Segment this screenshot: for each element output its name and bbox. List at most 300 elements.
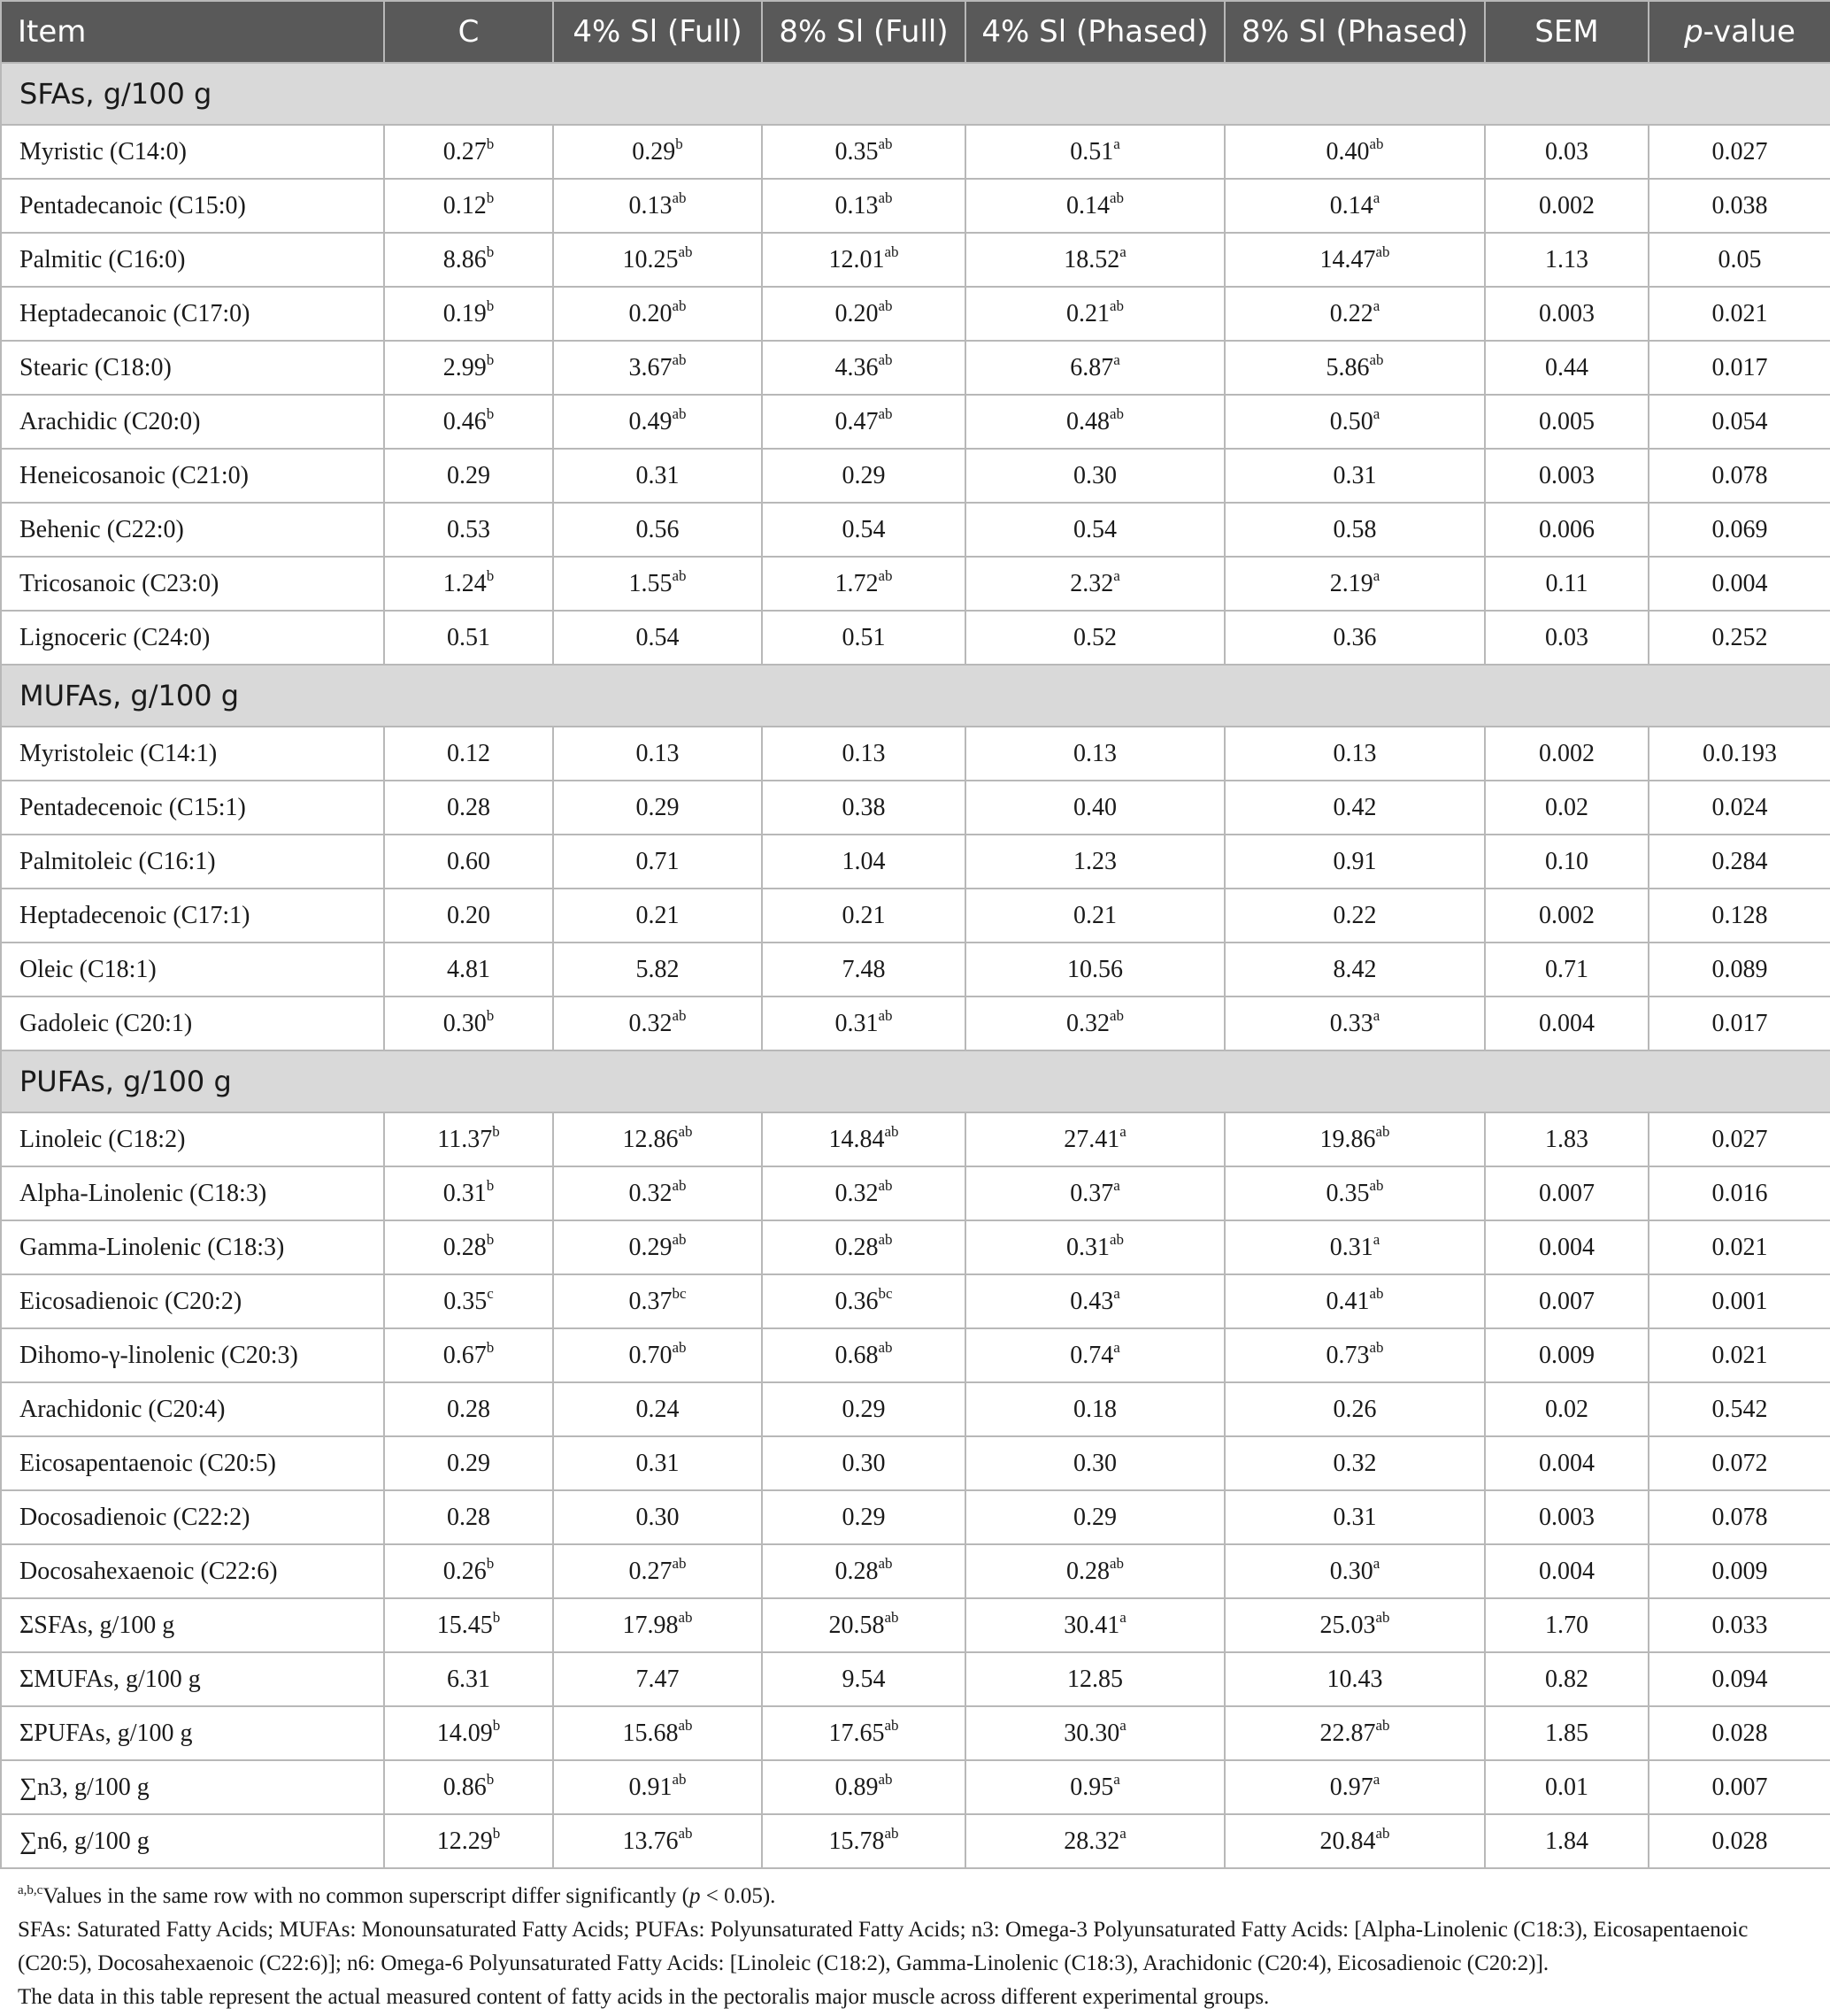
cell-8-phased — [1225, 1382, 1485, 1436]
cell-value: 1.85 — [1545, 1719, 1588, 1747]
cell-4-full — [553, 557, 762, 611]
table-row — [1, 1814, 1830, 1868]
cell-sem — [1485, 125, 1649, 179]
row-label: Arachidic (C20:0) — [1, 395, 384, 449]
cell-p-value — [1649, 1652, 1830, 1706]
table-row — [1, 727, 1830, 781]
cell-value: 0.252 — [1711, 623, 1768, 651]
cell-value: 0.21 — [1073, 901, 1117, 929]
significance-superscript: ab — [1375, 1608, 1390, 1626]
cell-4-phased — [965, 781, 1225, 835]
significance-superscript: b — [486, 1554, 495, 1572]
cell-value: 11.37 — [437, 1125, 493, 1153]
cell-p-value — [1649, 1760, 1830, 1814]
cell-8-phased — [1225, 943, 1485, 996]
cell-value: 0.68 — [834, 1341, 879, 1369]
row-label: Pentadecanoic (C15:0) — [1, 179, 384, 233]
cell-value: 0.542 — [1711, 1395, 1768, 1423]
cell-control — [384, 835, 553, 889]
cell-value: 0.32 — [1065, 1009, 1110, 1037]
cell-4-full — [553, 503, 762, 557]
cell-value: 22.87 — [1319, 1719, 1376, 1747]
significance-superscript: b — [492, 1716, 501, 1734]
footnote-abbreviations: SFAs: Saturated Fatty Acids; MUFAs: Monounsaturated Fatty Acids; PUFAs: Polyunsaturated Fatty Acids; n3: Omega-3 Polyunsaturated Fatty Acids: [Alpha-Linolenic (C18:3), Eicosapentaenoic (C20:5), Docosahexaenoic (C22:6)]; n6: Omega-6 Polyunsaturated Fatty Acids: [Linoleic (C18:2), Gamma-Linolenic (C18:3), Arachidonic (C20:4), Eicosadienoic (C20:2)]. — [18, 1918, 1749, 1975]
significance-superscript: b — [486, 189, 495, 206]
cell-value: 0.002 — [1539, 739, 1595, 767]
cell-value: 0.40 — [1326, 137, 1370, 165]
cell-value: 9.54 — [842, 1665, 886, 1693]
significance-superscript: ab — [672, 350, 687, 368]
cell-value: 6.31 — [447, 1665, 490, 1693]
cell-value: 0.26 — [1333, 1395, 1377, 1423]
cell-value: 0.29 — [632, 137, 676, 165]
cell-value: 0.32 — [628, 1179, 673, 1207]
row-label: Lignoceric (C24:0) — [1, 611, 384, 665]
row-label: Eicosadienoic (C20:2) — [1, 1274, 384, 1328]
cell-4-phased — [965, 1598, 1225, 1652]
cell-sem — [1485, 449, 1649, 503]
cell-value: 12.85 — [1067, 1665, 1123, 1693]
cell-sem — [1485, 943, 1649, 996]
cell-value: 19.86 — [1319, 1125, 1376, 1153]
cell-value: 0.30 — [842, 1449, 886, 1477]
cell-4-phased — [965, 557, 1225, 611]
cell-value: 0.33 — [1329, 1009, 1373, 1037]
significance-superscript: ab — [672, 1230, 687, 1248]
significance-superscript: a — [1113, 1770, 1120, 1788]
cell-value: 0.29 — [447, 461, 490, 489]
cell-value: 0.31 — [635, 461, 680, 489]
cell-value: 0.29 — [842, 461, 886, 489]
cell-control — [384, 287, 553, 341]
cell-control — [384, 233, 553, 287]
cell-8-phased — [1225, 1274, 1485, 1328]
cell-value: 0.20 — [628, 299, 673, 327]
cell-control — [384, 395, 553, 449]
cell-4-phased — [965, 233, 1225, 287]
cell-value: 0.95 — [1070, 1773, 1114, 1801]
cell-control — [384, 1598, 553, 1652]
cell-control — [384, 1274, 553, 1328]
row-label: Linoleic (C18:2) — [1, 1112, 384, 1166]
cell-value: 1.13 — [1545, 245, 1588, 273]
cell-value: 0.42 — [1333, 793, 1377, 821]
cell-value: 10.25 — [622, 245, 679, 273]
cell-value: 0.004 — [1711, 569, 1768, 597]
cell-sem — [1485, 835, 1649, 889]
cell-value: 8.86 — [442, 245, 487, 273]
cell-value: 0.36 — [1333, 623, 1377, 651]
cell-value: 15.68 — [622, 1719, 679, 1747]
significance-superscript: a — [1119, 1608, 1126, 1626]
cell-control — [384, 1382, 553, 1436]
cell-value: 0.05 — [1718, 245, 1762, 273]
cell-value: 5.86 — [1326, 353, 1370, 381]
significance-superscript: ab — [878, 1176, 893, 1194]
cell-8-full — [762, 889, 965, 943]
cell-value: 0.47 — [834, 407, 879, 435]
cell-sem — [1485, 1166, 1649, 1220]
cell-4-phased — [965, 1760, 1225, 1814]
cell-sem — [1485, 503, 1649, 557]
significance-superscript: b — [486, 566, 495, 584]
row-label: Palmitoleic (C16:1) — [1, 835, 384, 889]
cell-p-value — [1649, 179, 1830, 233]
cell-8-phased — [1225, 395, 1485, 449]
cell-4-phased — [965, 503, 1225, 557]
significance-superscript: b — [486, 1338, 495, 1356]
cell-sem — [1485, 611, 1649, 665]
cell-4-full — [553, 1652, 762, 1706]
cell-value: 30.41 — [1064, 1611, 1120, 1639]
cell-4-full — [553, 1166, 762, 1220]
cell-value: 0.004 — [1539, 1009, 1595, 1037]
significance-superscript: bc — [878, 1284, 893, 1302]
cell-value: 0.40 — [1073, 793, 1117, 821]
cell-value: 0.21 — [1065, 299, 1110, 327]
cell-value: 0.03 — [1545, 137, 1588, 165]
significance-superscript: ab — [672, 566, 687, 584]
cell-p-value — [1649, 1706, 1830, 1760]
cell-4-phased — [965, 1544, 1225, 1598]
cell-control — [384, 557, 553, 611]
cell-value: 0.22 — [1329, 299, 1373, 327]
cell-4-full — [553, 1706, 762, 1760]
cell-value: 0.017 — [1711, 353, 1768, 381]
section-title: PUFAs, g/100 g — [1, 1050, 1830, 1112]
cell-sem — [1485, 1436, 1649, 1490]
row-label: ∑n6, g/100 g — [1, 1814, 384, 1868]
cell-4-phased — [965, 1328, 1225, 1382]
significance-superscript: ab — [878, 1554, 893, 1572]
table-row — [1, 179, 1830, 233]
cell-value: 0.71 — [635, 847, 680, 875]
cell-value: 0.28 — [834, 1557, 879, 1585]
row-label: Docosadienoic (C22:2) — [1, 1490, 384, 1544]
significance-superscript: ab — [1369, 1284, 1384, 1302]
cell-8-full — [762, 1760, 965, 1814]
row-label: ΣSFAs, g/100 g — [1, 1598, 384, 1652]
cell-4-phased — [965, 1436, 1225, 1490]
cell-value: 0.007 — [1539, 1179, 1595, 1207]
cell-control — [384, 1706, 553, 1760]
cell-value: 0.20 — [447, 901, 490, 929]
significance-superscript: b — [486, 350, 495, 368]
cell-value: 0.30 — [635, 1503, 680, 1531]
cell-8-full — [762, 1544, 965, 1598]
row-label: Stearic (C18:0) — [1, 341, 384, 395]
cell-value: 1.72 — [834, 569, 879, 597]
cell-p-value — [1649, 943, 1830, 996]
cell-value: 0.46 — [442, 407, 487, 435]
row-label: Behenic (C22:0) — [1, 503, 384, 557]
cell-value: 0.13 — [834, 191, 879, 219]
cell-value: 0.004 — [1539, 1449, 1595, 1477]
cell-8-phased — [1225, 233, 1485, 287]
cell-value: 0.007 — [1711, 1773, 1768, 1801]
cell-value: 0.13 — [628, 191, 673, 219]
table-row — [1, 1436, 1830, 1490]
header-8-phased: 8% Sl (Phased) — [1225, 1, 1485, 63]
cell-control — [384, 1328, 553, 1382]
cell-4-phased — [965, 287, 1225, 341]
cell-value: 0.30 — [442, 1009, 487, 1037]
cell-value: 12.29 — [436, 1827, 493, 1855]
cell-sem — [1485, 395, 1649, 449]
row-label: Tricosanoic (C23:0) — [1, 557, 384, 611]
significance-superscript: a — [1372, 1770, 1380, 1788]
header-4-full: 4% Sl (Full) — [553, 1, 762, 63]
table-row — [1, 1382, 1830, 1436]
cell-value: 1.70 — [1545, 1611, 1588, 1639]
cell-4-full — [553, 287, 762, 341]
cell-p-value — [1649, 1166, 1830, 1220]
cell-value: 0.31 — [635, 1449, 680, 1477]
cell-value: 0.28 — [447, 1503, 490, 1531]
cell-4-full — [553, 889, 762, 943]
cell-value: 0.31 — [1333, 1503, 1377, 1531]
significance-superscript: ab — [1375, 1122, 1390, 1140]
section-row — [1, 63, 1830, 125]
table-row — [1, 1490, 1830, 1544]
cell-4-phased — [965, 611, 1225, 665]
significance-superscript: ab — [878, 1770, 893, 1788]
header-sem: SEM — [1485, 1, 1649, 63]
significance-superscript: ab — [884, 1716, 899, 1734]
cell-4-phased — [965, 1382, 1225, 1436]
significance-superscript: b — [492, 1122, 500, 1140]
cell-control — [384, 1220, 553, 1274]
table-row — [1, 889, 1830, 943]
significance-superscript: ab — [1375, 1716, 1390, 1734]
significance-superscript: a — [1372, 1006, 1380, 1024]
cell-control — [384, 1544, 553, 1598]
cell-sem — [1485, 727, 1649, 781]
cell-value: 0.024 — [1711, 793, 1768, 821]
cell-4-full — [553, 611, 762, 665]
cell-4-phased — [965, 341, 1225, 395]
significance-superscript: ab — [678, 1608, 693, 1626]
significance-superscript: ab — [884, 1824, 899, 1842]
significance-superscript: ab — [678, 1122, 693, 1140]
header-8-full: 8% Sl (Full) — [762, 1, 965, 63]
cell-sem — [1485, 179, 1649, 233]
table-row — [1, 449, 1830, 503]
table-row — [1, 233, 1830, 287]
header-control: C — [384, 1, 553, 63]
cell-value: 0.072 — [1711, 1449, 1768, 1477]
row-label: Alpha-Linolenic (C18:3) — [1, 1166, 384, 1220]
table-row — [1, 943, 1830, 996]
cell-value: 0.28 — [442, 1233, 487, 1261]
cell-4-full — [553, 1598, 762, 1652]
cell-value: 0.60 — [447, 847, 490, 875]
cell-value: 1.55 — [628, 569, 673, 597]
cell-8-full — [762, 287, 965, 341]
cell-8-phased — [1225, 889, 1485, 943]
cell-value: 0.31 — [442, 1179, 487, 1207]
cell-p-value — [1649, 1220, 1830, 1274]
cell-sem — [1485, 889, 1649, 943]
cell-value: 0.48 — [1065, 407, 1110, 435]
cell-value: 13.76 — [622, 1827, 679, 1855]
cell-4-full — [553, 1760, 762, 1814]
cell-8-full — [762, 125, 965, 179]
cell-value: 0.128 — [1711, 901, 1768, 929]
cell-value: 0.71 — [1545, 955, 1588, 983]
cell-8-full — [762, 996, 965, 1050]
cell-value: 0.49 — [628, 407, 673, 435]
cell-4-full — [553, 1328, 762, 1382]
cell-value: 0.009 — [1539, 1341, 1595, 1369]
cell-4-phased — [965, 125, 1225, 179]
cell-sem — [1485, 1544, 1649, 1598]
cell-p-value — [1649, 125, 1830, 179]
table-row — [1, 611, 1830, 665]
cell-sem — [1485, 233, 1649, 287]
significance-superscript: ab — [1369, 350, 1384, 368]
cell-value: 0.038 — [1711, 191, 1768, 219]
cell-value: 25.03 — [1319, 1611, 1376, 1639]
cell-value: 0.43 — [1070, 1287, 1114, 1315]
cell-value: 15.45 — [436, 1611, 493, 1639]
cell-value: 0.32 — [628, 1009, 673, 1037]
cell-value: 0.005 — [1539, 407, 1595, 435]
significance-superscript: a — [1113, 1284, 1120, 1302]
row-label: ΣMUFAs, g/100 g — [1, 1652, 384, 1706]
cell-p-value — [1649, 1436, 1830, 1490]
cell-value: 0.31 — [1065, 1233, 1110, 1261]
cell-8-phased — [1225, 1112, 1485, 1166]
significance-superscript: a — [1119, 242, 1126, 260]
cell-p-value — [1649, 611, 1830, 665]
cell-value: 18.52 — [1064, 245, 1120, 273]
cell-value: 0.36 — [834, 1287, 879, 1315]
cell-value: 0.32 — [834, 1179, 879, 1207]
cell-value: 0.54 — [635, 623, 680, 651]
significance-superscript: ab — [1109, 1230, 1125, 1248]
cell-value: 1.04 — [842, 847, 886, 875]
cell-value: 0.007 — [1539, 1287, 1595, 1315]
cell-value: 0.094 — [1711, 1665, 1768, 1693]
cell-value: 0.12 — [442, 191, 487, 219]
cell-8-phased — [1225, 996, 1485, 1050]
cell-4-phased — [965, 1490, 1225, 1544]
cell-value: 0.13 — [842, 739, 886, 767]
cell-8-phased — [1225, 835, 1485, 889]
cell-value: 0.14 — [1329, 191, 1373, 219]
cell-4-full — [553, 1382, 762, 1436]
cell-p-value — [1649, 287, 1830, 341]
cell-value: 0.004 — [1539, 1233, 1595, 1261]
cell-value: 0.14 — [1065, 191, 1110, 219]
section-title: MUFAs, g/100 g — [1, 665, 1830, 727]
cell-4-phased — [965, 449, 1225, 503]
cell-value: 0.54 — [842, 515, 886, 543]
cell-4-phased — [965, 1166, 1225, 1220]
significance-superscript: b — [486, 1230, 495, 1248]
cell-sem — [1485, 341, 1649, 395]
cell-p-value — [1649, 503, 1830, 557]
row-label: Docosahexaenoic (C22:6) — [1, 1544, 384, 1598]
table-row — [1, 835, 1830, 889]
cell-8-phased — [1225, 1166, 1485, 1220]
cell-p-value — [1649, 233, 1830, 287]
cell-value: 0.027 — [1711, 137, 1768, 165]
cell-sem — [1485, 287, 1649, 341]
row-label: ΣPUFAs, g/100 g — [1, 1706, 384, 1760]
significance-superscript: ab — [1375, 1824, 1390, 1842]
cell-control — [384, 1814, 553, 1868]
cell-value: 0.29 — [628, 1233, 673, 1261]
cell-8-phased — [1225, 1652, 1485, 1706]
significance-superscript: b — [486, 135, 495, 152]
cell-value: 0.003 — [1539, 299, 1595, 327]
cell-value: 0.21 — [842, 901, 886, 929]
cell-4-full — [553, 1220, 762, 1274]
cell-value: 0.29 — [842, 1503, 886, 1531]
significance-superscript: ab — [1109, 189, 1125, 206]
row-label: Heneicosanoic (C21:0) — [1, 449, 384, 503]
significance-superscript: ab — [878, 135, 893, 152]
significance-superscript: ab — [878, 350, 893, 368]
cell-control — [384, 1436, 553, 1490]
cell-value: 2.99 — [442, 353, 487, 381]
cell-value: 2.19 — [1329, 569, 1373, 597]
cell-value: 14.84 — [828, 1125, 885, 1153]
cell-value: 0.35 — [443, 1287, 488, 1315]
significance-superscript: a — [1372, 189, 1380, 206]
cell-value: 0.02 — [1545, 1395, 1588, 1423]
cell-value: 0.82 — [1545, 1665, 1588, 1693]
cell-sem — [1485, 557, 1649, 611]
cell-sem — [1485, 1706, 1649, 1760]
significance-superscript: b — [492, 1608, 501, 1626]
cell-value: 0.006 — [1539, 515, 1595, 543]
table-row — [1, 1760, 1830, 1814]
significance-superscript: ab — [1109, 1006, 1125, 1024]
significance-superscript: a — [1113, 1338, 1120, 1356]
cell-value: 0.033 — [1711, 1611, 1768, 1639]
cell-value: 0.11 — [1545, 569, 1588, 597]
cell-4-full — [553, 395, 762, 449]
cell-4-full — [553, 781, 762, 835]
cell-value: 0.001 — [1711, 1287, 1768, 1315]
cell-value: 0.53 — [447, 515, 490, 543]
cell-value: 4.36 — [834, 353, 879, 381]
cell-value: 0.28 — [1065, 1557, 1110, 1585]
cell-8-phased — [1225, 557, 1485, 611]
cell-8-full — [762, 1598, 965, 1652]
significance-superscript: b — [486, 404, 495, 422]
cell-sem — [1485, 1220, 1649, 1274]
significance-superscript: a — [1372, 566, 1380, 584]
row-label: ∑n3, g/100 g — [1, 1760, 384, 1814]
cell-value: 0.37 — [1070, 1179, 1114, 1207]
table-row — [1, 1598, 1830, 1652]
cell-8-phased — [1225, 179, 1485, 233]
cell-value: 0.13 — [1073, 739, 1117, 767]
cell-value: 0.91 — [1333, 847, 1377, 875]
cell-p-value — [1649, 1382, 1830, 1436]
cell-value: 0.26 — [442, 1557, 487, 1585]
cell-8-full — [762, 1220, 965, 1274]
significance-superscript: b — [492, 1824, 501, 1842]
cell-8-full — [762, 449, 965, 503]
cell-p-value — [1649, 1598, 1830, 1652]
significance-superscript: ab — [878, 404, 893, 422]
row-label: Myristoleic (C14:1) — [1, 727, 384, 781]
